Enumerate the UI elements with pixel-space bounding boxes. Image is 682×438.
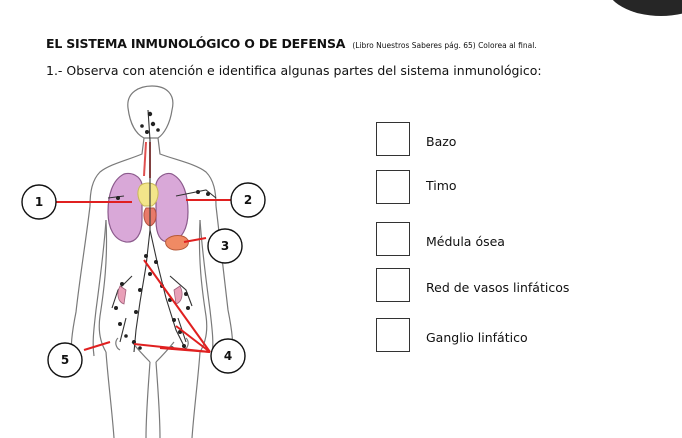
callout-3 <box>208 229 242 263</box>
airway-vessels <box>144 142 150 178</box>
option-label: Bazo <box>426 134 457 149</box>
option-medula-osea <box>376 222 636 258</box>
marrow-hint-right <box>174 286 182 304</box>
option-label: Red de vasos linfáticos <box>426 280 570 295</box>
immune-system-figure <box>0 80 360 438</box>
option-label: Médula ósea <box>426 234 505 249</box>
option-bazo <box>376 122 636 158</box>
callout-1-label: 1 <box>34 195 44 209</box>
title-note: (Libro Nuestros Saberes pág. 65) Colorea al final. <box>352 41 537 50</box>
callout-4-label: 4 <box>223 349 233 363</box>
body-outline <box>71 86 233 438</box>
corner-dark-shape <box>606 0 682 16</box>
callout-2 <box>231 183 265 217</box>
callout-3-label: 3 <box>220 239 230 253</box>
callout-5 <box>48 343 82 377</box>
answer-box[interactable] <box>376 318 410 352</box>
option-timo <box>376 170 636 206</box>
option-label: Ganglio linfático <box>426 330 528 345</box>
callout-1 <box>22 185 56 219</box>
immune-system-diagram <box>0 80 360 438</box>
answer-box[interactable] <box>376 222 410 256</box>
title-main: EL SISTEMA INMUNOLÓGICO O DE DEFENSA <box>46 36 346 51</box>
instruction-text: 1.- Observa con atención e identifica algunas partes del sistema inmunológico: <box>46 63 542 78</box>
answer-box[interactable] <box>376 170 410 204</box>
callout-2-label: 2 <box>243 193 253 207</box>
thymus-organ <box>138 183 158 206</box>
option-ganglio-linfatico <box>376 318 636 354</box>
callout-4 <box>211 339 245 373</box>
left-lung <box>108 173 142 242</box>
option-red-vasos-linfaticos <box>376 268 636 304</box>
answer-box[interactable] <box>376 122 410 156</box>
right-lung <box>156 173 188 242</box>
marrow-hint-left <box>118 286 126 304</box>
worksheet-title <box>46 33 537 52</box>
answer-box[interactable] <box>376 268 410 302</box>
callout-5-label: 5 <box>60 353 70 367</box>
option-label: Timo <box>426 178 457 193</box>
